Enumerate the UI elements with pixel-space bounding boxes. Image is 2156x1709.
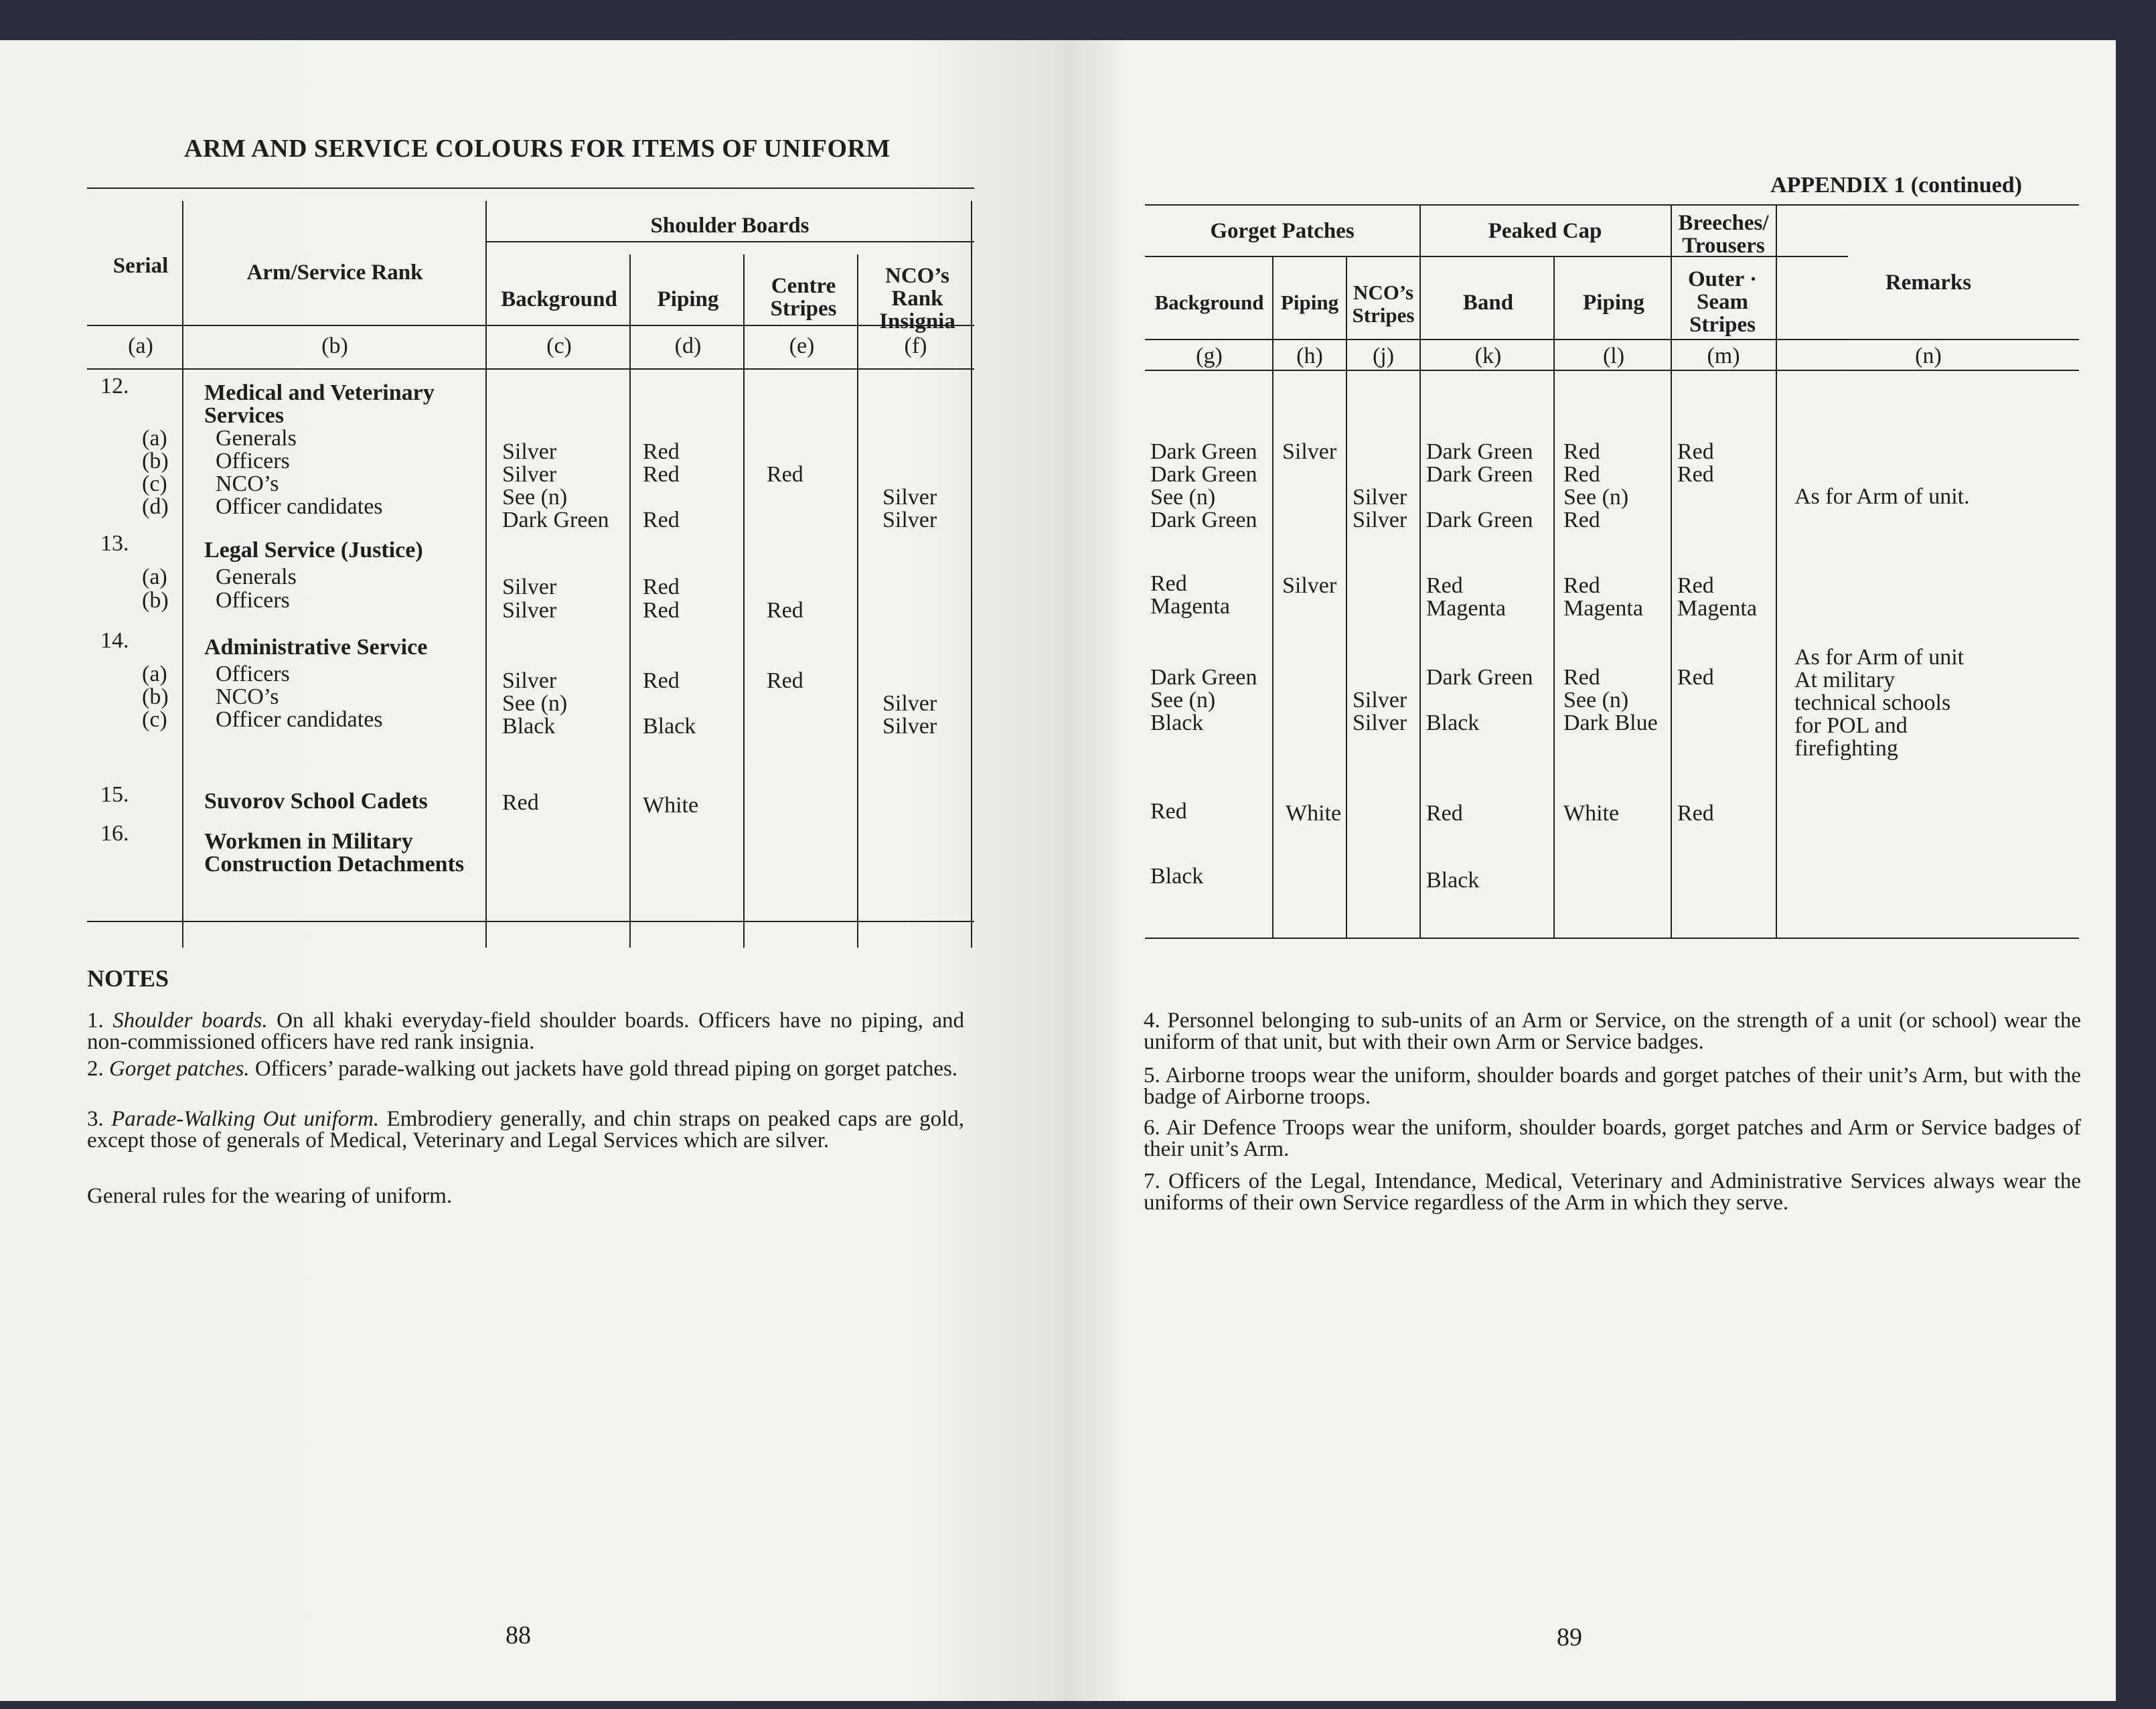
col-divider-m bbox=[1671, 204, 1672, 938]
note-3-lead: Parade-Walking Out uniform. bbox=[111, 1107, 380, 1131]
d-12b: Red bbox=[643, 462, 680, 487]
letters-rule bbox=[1145, 370, 2079, 371]
appendix-label: APPENDIX 1 (continued) bbox=[1770, 173, 2022, 198]
notes-title: NOTES bbox=[87, 965, 169, 992]
note-2-lead: Gorget patches. bbox=[109, 1057, 250, 1081]
header-letter-c: (c) bbox=[546, 333, 572, 358]
rank-13a: Generals bbox=[216, 565, 297, 589]
block1-l: Red Red See (n) Red bbox=[1563, 439, 1629, 532]
letters-rule bbox=[87, 368, 974, 370]
group-heading-15: Suvorov School Cadets bbox=[204, 789, 428, 814]
header-letter-l: (l) bbox=[1602, 344, 1625, 368]
block3-g: Dark Green See (n) Black bbox=[1150, 665, 1257, 735]
table-top-rule bbox=[87, 188, 974, 189]
f-14c: Silver bbox=[882, 714, 937, 739]
header-letter-d: (d) bbox=[674, 333, 702, 358]
block5-g: Black bbox=[1150, 864, 1204, 889]
note-7-text: Officers of the Legal, Intendance, Medical, Veterinary and Administrative Services always wear the uniforms of their own Service regardless of the Arm in which they serve. bbox=[1144, 1169, 2082, 1215]
header-nco-stripes: NCO’s Stripes bbox=[1352, 281, 1415, 327]
serial-16: 16. bbox=[100, 821, 129, 846]
header-letter-h: (h) bbox=[1296, 344, 1323, 368]
header-piping: Piping bbox=[1280, 291, 1339, 314]
c-13a: Silver bbox=[502, 575, 557, 599]
header-letter-j: (j) bbox=[1372, 344, 1395, 368]
note-2 bbox=[87, 1058, 964, 1080]
sub-12d: (d) bbox=[142, 494, 169, 519]
serial-15: 15. bbox=[100, 782, 129, 807]
rank-13b: Officers bbox=[216, 588, 290, 613]
header-centre-stripes: Centre Stripes bbox=[770, 274, 837, 321]
general-rules-note: General rules for the wearing of uniform. bbox=[87, 1184, 453, 1208]
header-shoulder-boards: Shoulder Boards bbox=[650, 214, 810, 238]
header-remarks: Remarks bbox=[1885, 271, 1972, 295]
header-letter-g: (g) bbox=[1196, 344, 1223, 368]
block1-m: Red Red bbox=[1677, 439, 1714, 487]
block1-k: Dark Green Dark Green Dark Green bbox=[1426, 439, 1533, 532]
rank-14c: Officer candidates bbox=[216, 707, 383, 732]
col-divider-c bbox=[629, 254, 631, 948]
c-12d: Dark Green bbox=[502, 508, 609, 532]
note-1-number: 1. bbox=[87, 1009, 104, 1033]
c-12b: Silver bbox=[502, 462, 557, 487]
header-piping: Piping bbox=[657, 287, 719, 311]
d-15: White bbox=[643, 793, 699, 818]
col-divider-a bbox=[182, 201, 183, 948]
col-divider-n bbox=[1776, 204, 1777, 938]
note-5-number: 5. bbox=[1144, 1063, 1160, 1088]
note-6 bbox=[1144, 1117, 2081, 1160]
note-4-text: Personnel belonging to sub-units of an Arm or Service, on the strength of a unit (or school) wear the uniform of that unit, but with their own Arm or Service badges. bbox=[1144, 1009, 2081, 1054]
block4-m: Red bbox=[1677, 801, 1714, 826]
c-15: Red bbox=[502, 790, 539, 815]
header-background: Background bbox=[501, 287, 617, 311]
sub-14b: (b) bbox=[142, 684, 169, 709]
f-12c: Silver bbox=[882, 485, 937, 510]
rank-12d: Officer candidates bbox=[216, 494, 383, 519]
d-12d: Red bbox=[643, 508, 680, 532]
header-nco-insignia: NCO’s Rank Insignia bbox=[879, 264, 955, 333]
header-breeches: Breeches/ Trousers bbox=[1678, 211, 1769, 258]
header-letter-f: (f) bbox=[904, 333, 927, 358]
header-letter-m: (m) bbox=[1707, 344, 1740, 368]
rank-14b: NCO’s bbox=[216, 684, 279, 709]
block3-n: As for Arm of unit At military technical schools for POL and firefighting bbox=[1794, 645, 1965, 761]
serial-14: 14. bbox=[100, 628, 129, 653]
col-divider-e bbox=[857, 254, 858, 948]
sub-12b: (b) bbox=[142, 449, 169, 473]
block3-j: Silver Silver bbox=[1353, 688, 1407, 735]
header-outer-seam: Outer · Seam Stripes bbox=[1688, 267, 1757, 337]
sub-12c: (c) bbox=[142, 471, 167, 496]
block2-l: Red Magenta bbox=[1563, 573, 1643, 621]
page-number-right: 89 bbox=[1557, 1623, 1582, 1651]
rank-12a: Generals bbox=[216, 426, 297, 451]
header-letter-n: (n) bbox=[1915, 344, 1942, 368]
block1-j: Silver Silver bbox=[1353, 485, 1407, 532]
col-divider-l bbox=[1553, 256, 1555, 938]
header-letter-k: (k) bbox=[1474, 344, 1502, 368]
serial-12: 12. bbox=[100, 374, 129, 398]
note-1 bbox=[87, 1010, 964, 1053]
block4-h: White bbox=[1286, 801, 1342, 826]
block3-l: Red See (n) Dark Blue bbox=[1563, 665, 1658, 735]
note-1-text: On all khaki everyday-field shoulder boards. Officers have no piping, and non-commissioned officers have red rank insignia. bbox=[87, 1009, 965, 1054]
block4-k: Red bbox=[1426, 801, 1463, 826]
rank-14a: Officers bbox=[216, 662, 290, 686]
note-6-text: Air Defence Troops wear the uniform, shoulder boards, gorget patches and Arm or Service badges of their unit’s Arm. bbox=[1144, 1116, 2081, 1161]
e-13b: Red bbox=[767, 598, 803, 623]
sub-12a: (a) bbox=[142, 426, 167, 451]
c-13b: Silver bbox=[502, 598, 557, 623]
e-14a: Red bbox=[767, 668, 803, 693]
c-14b: See (n) bbox=[502, 691, 568, 716]
header-peaked-cap: Peaked Cap bbox=[1488, 219, 1602, 243]
group-heading-13: Legal Service (Justice) bbox=[204, 538, 423, 563]
sub-14c: (c) bbox=[142, 707, 167, 732]
c-14a: Silver bbox=[502, 668, 557, 693]
block2-m: Red Magenta bbox=[1677, 573, 1757, 621]
block1-g: Dark Green Dark Green See (n) Dark Green bbox=[1150, 439, 1257, 532]
block4-g: Red bbox=[1150, 799, 1187, 824]
group-heading-12: Medical and Veterinary Services bbox=[204, 380, 435, 428]
block1-n: As for Arm of unit. bbox=[1794, 484, 1970, 509]
block3-m: Red bbox=[1677, 665, 1714, 690]
header-serial: Serial bbox=[112, 254, 169, 278]
block4-l: White bbox=[1563, 801, 1620, 826]
e-12b: Red bbox=[767, 462, 803, 487]
note-2-text: Officers’ parade-walking out jackets have gold thread piping on gorget patches. bbox=[254, 1057, 958, 1081]
d-13a: Red bbox=[643, 575, 680, 599]
note-3 bbox=[87, 1108, 964, 1151]
header-cap-piping: Piping bbox=[1583, 291, 1644, 315]
table-bottom-rule bbox=[87, 921, 974, 922]
sub-13a: (a) bbox=[142, 565, 167, 589]
page-title: ARM AND SERVICE COLOURS FOR ITEMS OF UNIFORM bbox=[184, 135, 891, 163]
note-4-number: 4. bbox=[1144, 1009, 1160, 1033]
f-14b: Silver bbox=[882, 691, 937, 716]
header-rule bbox=[87, 325, 974, 326]
group-heading-16: Workmen in Military Construction Detachments bbox=[204, 829, 465, 877]
shoulder-boards-rule bbox=[485, 241, 974, 242]
note-4 bbox=[1144, 1010, 2081, 1053]
block2-k: Red Magenta bbox=[1426, 573, 1506, 621]
left-page bbox=[0, 40, 1065, 1701]
note-3-number: 3. bbox=[87, 1107, 104, 1131]
d-12a: Red bbox=[643, 439, 680, 464]
note-7-number: 7. bbox=[1144, 1169, 1160, 1193]
sub-13b: (b) bbox=[142, 588, 169, 613]
note-5-text: Airborne troops wear the uniform, shoulder boards and gorget patches of their unit’s Arm, but with the badge of Airborne troops. bbox=[1144, 1063, 2081, 1109]
block2-h: Silver bbox=[1282, 573, 1337, 598]
d-14a: Red bbox=[643, 668, 680, 693]
right-page bbox=[1065, 40, 2116, 1701]
rank-12c: NCO’s bbox=[216, 471, 279, 496]
d-13b: Red bbox=[643, 598, 680, 623]
col-divider-k bbox=[1419, 204, 1421, 938]
header-band: Band bbox=[1462, 291, 1514, 315]
page-number-left: 88 bbox=[506, 1621, 531, 1649]
header-rule bbox=[1145, 339, 2079, 340]
col-divider-d bbox=[743, 254, 745, 948]
note-5 bbox=[1144, 1065, 2081, 1108]
table-bottom-rule bbox=[1145, 938, 2079, 939]
block1-h: Silver bbox=[1282, 439, 1337, 464]
header-background: Background bbox=[1154, 291, 1264, 314]
f-12d: Silver bbox=[882, 508, 937, 532]
serial-13: 13. bbox=[100, 531, 129, 556]
header-letter-e: (e) bbox=[789, 333, 815, 358]
col-divider-b bbox=[485, 201, 487, 948]
note-2-number: 2. bbox=[87, 1057, 104, 1081]
col-divider-f bbox=[971, 201, 972, 948]
header-gorget-patches: Gorget Patches bbox=[1210, 219, 1355, 243]
c-12c: See (n) bbox=[502, 485, 568, 510]
header-letter-b: (b) bbox=[321, 333, 348, 358]
note-7 bbox=[1144, 1171, 2081, 1213]
c-14c: Black bbox=[502, 714, 556, 739]
d-14c: Black bbox=[643, 714, 696, 739]
group-heading-14: Administrative Service bbox=[204, 635, 428, 660]
block2-g: Red Magenta bbox=[1150, 571, 1230, 619]
rank-12b: Officers bbox=[216, 449, 290, 473]
table-top-rule bbox=[1145, 204, 2079, 206]
header-letter-a: (a) bbox=[128, 333, 153, 358]
header-arm-service: Arm/Service Rank bbox=[246, 261, 423, 285]
sub-14a: (a) bbox=[142, 662, 167, 686]
block3-k: Dark Green Black bbox=[1426, 665, 1533, 735]
note-3-text: Embrodiery generally, and chin straps on peaked caps are gold, except those of generals of Medical, Veterinary and Legal Services which are silver. bbox=[87, 1107, 964, 1153]
note-6-number: 6. bbox=[1144, 1116, 1160, 1140]
block5-k: Black bbox=[1426, 868, 1480, 893]
c-12a: Silver bbox=[502, 439, 557, 464]
note-1-lead: Shoulder boards. bbox=[112, 1009, 268, 1033]
